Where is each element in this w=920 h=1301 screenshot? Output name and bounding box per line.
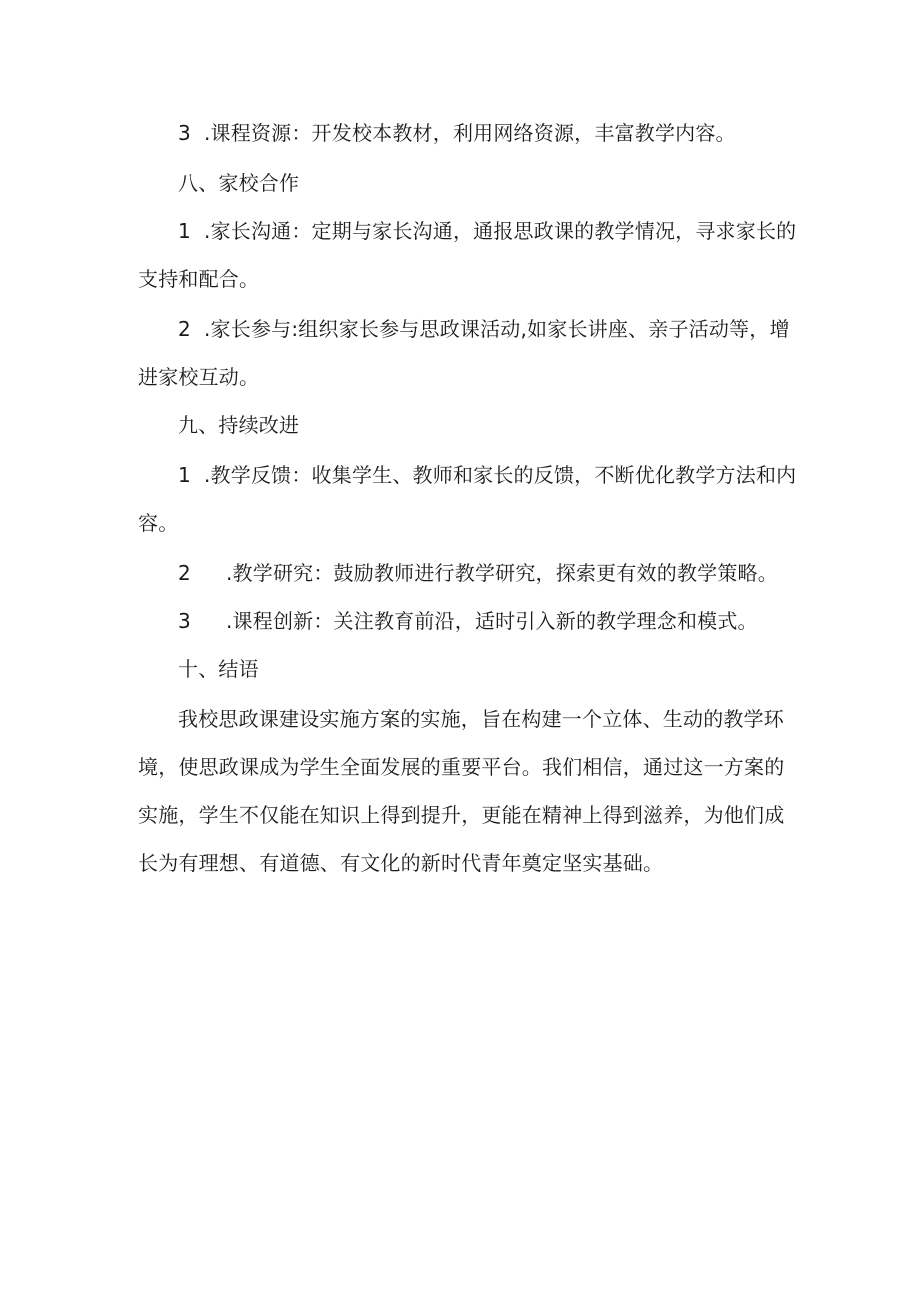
list-item-parent-participation (178, 314, 792, 344)
list-item-text: .教学反馈：收集学生、教师和家长的反馈，不断优化教学方法和内 (204, 463, 797, 487)
list-number: 1 (178, 463, 191, 487)
section-heading-continuous-improvement: 九、持续改进 (178, 413, 300, 437)
conclusion-paragraph-line: 长为有理想、有道德、有文化的新时代青年奠定坚实基础。 (138, 851, 664, 875)
list-item-curriculum-innovation (178, 606, 792, 636)
list-item-text: .教学研究：鼓励教师进行教学研究，探索更有效的教学策略。 (226, 561, 778, 585)
list-item-text: .家长参与:组织家长参与思政课活动,如家长讲座、亲子活动等，增 (204, 317, 790, 341)
list-item-teaching-research (178, 558, 792, 588)
list-item-curriculum-resources (178, 118, 792, 148)
list-item-text: .家长沟通：定期与家长沟通，通报思政课的教学情况，寻求家长的 (204, 219, 797, 243)
section-heading-home-school: 八、家校合作 (178, 171, 300, 195)
list-item-parent-communication (178, 216, 797, 246)
list-item-text: .课程创新：关注教育前沿，适时引入新的教学理念和模式。 (226, 609, 758, 633)
list-number: 2 (178, 317, 191, 341)
list-number: 3 (178, 609, 191, 633)
list-item-teaching-feedback (178, 460, 797, 490)
section-heading-conclusion: 十、结语 (178, 657, 259, 681)
list-item-continuation: 进家校互动。 (138, 365, 260, 389)
list-item-continuation: 支持和配合。 (138, 267, 260, 291)
list-item-text: .课程资源：开发校本教材，利用网络资源，丰富教学内容。 (204, 121, 736, 145)
conclusion-paragraph-line: 境，使思政课成为学生全面发展的重要平台。我们相信，通过这一方案的 (138, 755, 785, 779)
list-number: 2 (178, 561, 191, 585)
list-item-continuation: 容。 (138, 511, 179, 535)
list-number: 3 (178, 121, 191, 145)
list-number: 1 (178, 219, 191, 243)
conclusion-paragraph-line: 我校思政课建设实施方案的实施，旨在构建一个立体、生动的教学环 (178, 707, 784, 731)
conclusion-paragraph-line: 实施，学生不仅能在知识上得到提升，更能在精神上得到滋养，为他们成 (138, 803, 785, 827)
